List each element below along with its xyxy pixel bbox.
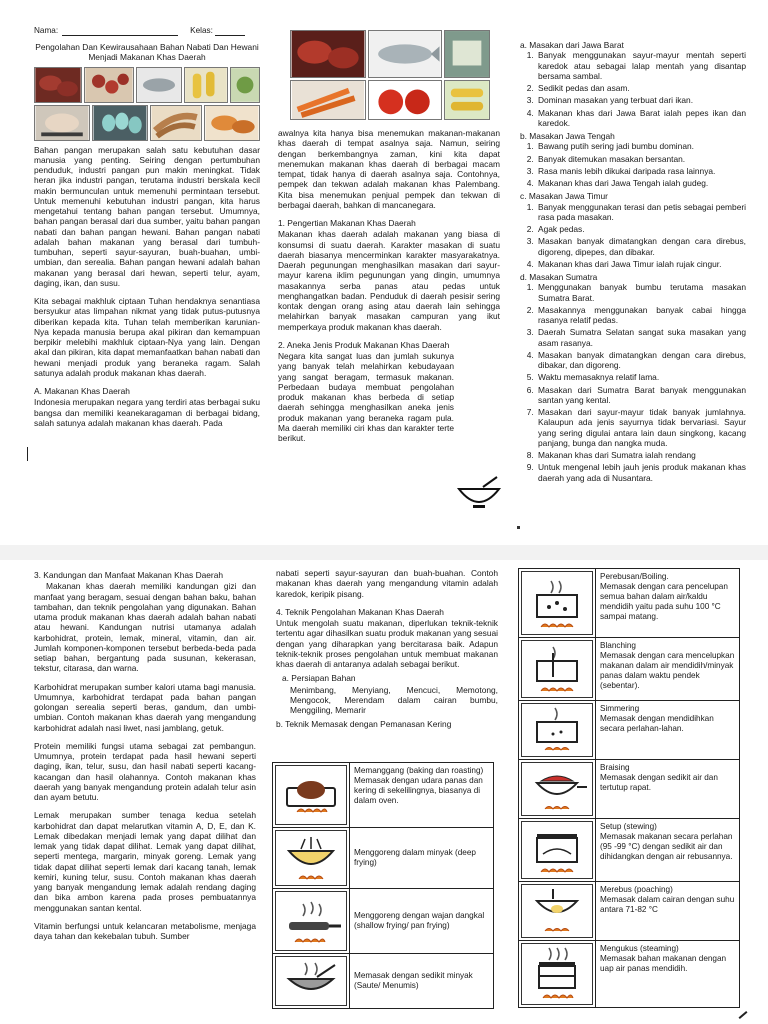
heading-teknik: 4. Teknik Pengolahan Makanan Khas Daerah [276, 606, 444, 617]
name-label: Nama: [34, 26, 59, 35]
dry-heat-text: Menggoreng dengan wajan dangkal (shallow frying/ pan frying) [350, 889, 494, 954]
moist-heat-cell [596, 569, 740, 638]
col4-paragraph-3: Protein memiliki fungsi utama sebagai zat pembangun. Umumnya, protein terdapat pada hasil hewani seperti daging, ikan, telur, susu, dan hasil nabati seperti kacang-kacangan dan hasil olahannya. Contoh makanan khas daerah yang banyak mengandung protein adalah telur asin dan ayam betutu. [34, 740, 256, 802]
photo-carrots [290, 80, 366, 120]
column-3 [520, 40, 746, 520]
jawa-timur-list [536, 202, 746, 270]
saute-icon [275, 956, 347, 1006]
list-item: 8. Makanan khas dari Sumatra ialah rendang [536, 450, 746, 460]
photo-corn [184, 67, 228, 103]
col4-paragraph-1: Makanan khas daerah memiliki kandungan gizi dan manfaat yang beragam, sesuai dengan bahan baku, bahan tambahan, dan teknik pengolahan yang digunakan. Bahan utama produk makanan khas daerah adalah bahan nabati atau hewani. Kandungan nutrisi utamanya adalah karbohidrat, protein, lemak, mineral, vitamin, dan air. Jumlah komponen-komponen tersebut berbeda-beda pada setiap bahan, bergantung pada susunan, kekerasan, tekstur, citarasa, dan warna. [34, 581, 256, 674]
list-item: 2. Sedikit pedas dan asam. [536, 83, 746, 93]
braising-icon [521, 762, 593, 816]
table-row [519, 882, 740, 941]
name-field[interactable] [62, 26, 178, 36]
photo-tomatoes [368, 80, 442, 120]
moist-heat-cell [596, 638, 740, 701]
table-row [519, 638, 740, 701]
column-5 [276, 568, 498, 758]
col4-paragraph-5: Vitamin berfungsi untuk kelancaran metabolisme, menjaga daya tahan dan kekebalan tubuh. Sumber [34, 920, 256, 941]
dry-heat-table [272, 762, 494, 1009]
photo-fish [136, 67, 182, 103]
stewing-icon [521, 821, 593, 879]
moist-desc: Memasak dengan cara mencelupkan makanan dalam air mendidih/minyak panas dalam waktu pendek (sebentar). [600, 651, 735, 690]
moist-heat-cell [596, 941, 740, 1008]
jawa-barat-list [536, 50, 746, 128]
icon-cell [273, 763, 350, 828]
list-item: 2. Agak pedas. [536, 224, 746, 234]
photo-sausage [84, 67, 134, 103]
icon-cell [519, 760, 596, 819]
pan-frying-icon [275, 891, 347, 951]
moist-title: Simmering [600, 704, 640, 713]
icon-cell [519, 638, 596, 701]
kelas-field[interactable] [215, 26, 245, 36]
moist-title: Mengukus (steaming) [600, 944, 679, 953]
icon-cell [273, 828, 350, 889]
list-item: 4. Makanan khas dari Jawa Barat ialah pepes ikan dan karedok. [536, 108, 746, 129]
photo-tofu [444, 30, 490, 78]
icon-cell [273, 954, 350, 1009]
moist-heat-cell [596, 701, 740, 760]
list-item: 5. Waktu memasaknya relatif lama. [536, 372, 746, 382]
col2-paragraph-1: awalnya kita hanya bisa menemukan makanan-makanan khas daerah di tempat asalnya saja. Namun, seiring dengan berkembangnya zaman, kini kita dapat menemukan makanan khas daerah di berbagai macam tempat, tidak hanya di daerah asalnya saja. Contohnya, pempek dan tekwan adalah makanan khas Palembang. Kita bisa menemukan penjual pempek dan tekwan di berbagai daerah, bahkan di mancanegara. [278, 128, 500, 210]
moist-desc: Memasak bahan makanan dengan uap air panas mendidih. [600, 954, 727, 973]
photo-eggs [92, 105, 148, 141]
document-title: Pengolahan Dan Kewirausahaan Bahan Nabati Dan Hewani Menjadi Makanan Khas Daerah [35, 42, 259, 63]
col5-paragraph-1: nabati seperti sayur-sayuran dan buah-buahan. Contoh makanan khas daerah yang mengandung vitamin adalah karedok, keripik pisang. [276, 568, 498, 599]
bottom-page [0, 560, 768, 1024]
col4-paragraph-4: Lemak merupakan sumber tenaga kedua setelah karbohidrat dan dapat melarutkan vitamin A, D, E, dan K. Lemak dibedakan menjadi lemak yang dapat dilihat dan lemak yang tidak dapat dilihat. Lemak yang dapat dilihat, seperti mentega, margarin, minyak goreng. Lemak yang tidak dapat dilihat seperti lemak dari kacang tanah, lemak kemiri, kuning telur, susu. Contoh makanan khas daerah yang banyak mengandung lemak adalah rendang daging dan bika ambon karena pada proses pembuatannya menggunakan santan kental. [34, 810, 256, 913]
dry-heat-text: Memanggang (baking dan roasting) Memasak dengan udara panas dan kering di sekelilingnya, biasanya di dalam oven. [350, 763, 494, 828]
table-row [273, 828, 494, 889]
list-item: 4. Makanan khas dari Jawa Timur ialah rujak cingur. [536, 259, 746, 269]
icon-cell [519, 701, 596, 760]
jawa-barat-title: a. Masakan dari Jawa Barat [520, 40, 624, 50]
table-row [519, 760, 740, 819]
sumatra-list [536, 282, 746, 483]
persiapan-list: Menimbang, Menyiang, Mencuci, Memotong, Mengocok, Merendam dalam cairan bumbu, Menggiling, Memarir [290, 684, 498, 715]
photo-sweet-potato [204, 105, 260, 141]
photo-corn-cobs [444, 80, 490, 120]
list-item: 1. Menggunakan banyak bumbu terutama masakan Sumatra Barat. [536, 282, 746, 303]
name-kelas-row [34, 26, 260, 36]
deep-frying-icon [275, 830, 347, 886]
icon-cell [519, 882, 596, 941]
list-item: 7. Masakan dari sayur-mayur tidak banyak jumlahnya. Kalaupun ada jenis sayurnya tidak bervariasi. Sayur yang sering digulai antara lain daun singkong, kacang panjang, bunga dan nangka muda. [536, 407, 746, 448]
column-1 [34, 26, 260, 541]
jawa-tengah-list [536, 141, 746, 188]
photo-meat [34, 67, 82, 103]
simmering-icon [521, 703, 593, 757]
moist-desc: Memasak dengan cara pencelupan semua bahan dalam air/kaldu mendidih yaitu pada suhu 100 °C sampai matang. [600, 582, 728, 621]
bowl-icon [455, 475, 503, 511]
dry-heat-text: Memasak dengan sedikit minyak (Saute/ Menumis) [350, 954, 494, 1009]
list-item: 3. Masakan banyak dimatangkan dengan cara direbus, digoreng, dipepes, dan dibakar. [536, 236, 746, 257]
table-row [519, 941, 740, 1008]
list-item: 4. Makanan khas dari Jawa Tengah ialah gudeg. [536, 178, 746, 188]
page-mark [739, 1011, 748, 1019]
table-row [519, 701, 740, 760]
list-item: 9. Untuk mengenal lebih jauh jenis produk makanan khas daerah yang ada di Nusantara. [536, 462, 746, 483]
heading-persiapan: a. Persiapan Bahan [282, 673, 356, 684]
heading-aneka-jenis: 2. Aneka Jenis Produk Makanan Khas Daerah [278, 339, 450, 350]
sumatra-title: d. Masakan Sumatra [520, 272, 598, 282]
heading-pengertian: 1. Pengertian Makanan Khas Daerah [278, 218, 416, 228]
jawa-timur-title: c. Masakan Jawa Timur [520, 191, 608, 202]
col2-paragraph-2: Makanan khas daerah adalah makanan yang biasa di konsumsi di suatu daerah. Karakter masakan di suatu daerah biasanya mencerminkan karakter masyarakatnya. Daerah pegunungan menghasilkan masakan dari sayur-mayur karena iklim pegunungan yang dingin, umumnya masakannya serba panas atau pedas untuk menghangatkan badan. Penduduk di daerah pesisir sering kontak dengan orang asing atau daerah lain sehingga melahirkan banyak masakan campuran yang ikut memperkaya produk makanan khas daerah. [278, 229, 500, 332]
list-item: 2. Masakannya menggunakan banyak cabai hingga rasanya relatif pedas. [536, 305, 746, 326]
icon-cell [519, 941, 596, 1008]
moist-desc: Memasak dengan mendidihkan secara perlahan-lahan. [600, 714, 714, 733]
moist-title: Merebus (poaching) [600, 885, 673, 894]
margin-mark [27, 447, 28, 461]
col5-paragraph-2: Untuk mengolah suatu makanan, diperlukan teknik-teknik tertentu agar dihasilkan suatu produk makanan yang sesuai dengan yang diharapkan yang bercitarasa baik. Adapun teknik-teknik proses pengolahan untuk membuat makanan khas daerah di antaranya adalah sebagai berikut. [276, 618, 498, 669]
page-separator [0, 545, 768, 560]
kelas-label: Kelas: [190, 26, 213, 35]
food-collage [34, 67, 260, 141]
list-item: 2. Banyak ditemukan masakan bersantan. [536, 154, 746, 164]
list-item: 3. Rasa manis lebih dikukai daripada rasa lainnya. [536, 166, 746, 176]
moist-title: Perebusan/Boiling. [600, 572, 669, 581]
photo-cassava [150, 105, 202, 141]
moist-heat-cell [596, 882, 740, 941]
col2-paragraph-3: Negara kita sangat luas dan jumlah sukunya yang banyak telah melahirkan kebudayaan yang sangat beragam, termasuk makanan. Perbedaan budaya membuat pengolahan produk makanan khas berbeda di setiap daerah sehingga menghasilkan aneka jenis produk makanan yang beraneka ragam pula. Ma daerah memiliki ciri khas dan karakter terte berikut. [278, 351, 454, 443]
moist-desc: Memasak dalam cairan dengan suhu antara 71-82 °C [600, 895, 735, 914]
table-row [519, 569, 740, 638]
steaming-icon [521, 943, 593, 1005]
table-row [273, 763, 494, 828]
moist-title: Braising [600, 763, 630, 772]
moist-title: Blanching [600, 641, 636, 650]
photo-chicken [34, 105, 90, 141]
list-item: 1. Bawang putih sering jadi bumbu dominan. [536, 141, 746, 151]
photo-raw-meat [290, 30, 366, 78]
roasting-icon [275, 765, 347, 825]
heading-pemanasan-kering: b. Teknik Memasak dengan Pemanasan Kering [276, 719, 452, 730]
boiling-icon [521, 571, 593, 635]
col1-paragraph-3: Indonesia merupakan negara yang terdiri atas berbagai suku bangsa dan memiliki keanekaragaman di berbagai bidang, salah satunya adalah makanan khas daerah. Pada [34, 397, 260, 428]
blanching-icon [521, 640, 593, 698]
icon-cell [519, 569, 596, 638]
poaching-icon [521, 884, 593, 938]
moist-desc: Memasak makanan secara perlahan (95 -99 °C) dengan sedikit air dan dihidangkan dengan air rebusannya. [600, 832, 733, 861]
icon-cell [273, 889, 350, 954]
table-row [519, 819, 740, 882]
moist-desc: Memasak dengan sedikit air dan tertutup rapat. [600, 773, 718, 792]
moist-heat-cell [596, 819, 740, 882]
moist-title: Setup (stewing) [600, 822, 657, 831]
list-item: 1. Banyak menggunakan sayur-mayur mentah seperti karedok atau sebagai lalap mentah yang disantap bersama sambal. [536, 50, 746, 81]
moist-heat-table [518, 568, 740, 1008]
jawa-tengah-title: b. Masakan Jawa Tengah [520, 131, 615, 141]
page-dot [517, 526, 520, 529]
table-row [273, 889, 494, 954]
column-2 [278, 128, 500, 503]
photo-vegetables [230, 67, 260, 103]
heading-kandungan: 3. Kandungan dan Manfaat Makanan Khas Daerah [34, 570, 224, 580]
list-item: 6. Masakan dari Sumatra Barat banyak menggunakan santan yang kental. [536, 385, 746, 406]
moist-heat-cell [596, 760, 740, 819]
column-4 [34, 570, 256, 1024]
col1-paragraph-2: Kita sebagai makhluk ciptaan Tuhan hendaknya senantiasa bersyukur atas limpahan nikmat yang tidak putus-putusnya diberikan kepada kita. Tuhan telah memberikan karunian-Nya kepada manusia berupa akal pikiran dan kemampuan berpikir melebihi makhluk ciptaan-Nya yang lain. Dengan akal dan pikiran, kita dapat memanfaatkan bahan nabati dan hewani menjadi produk yang beraneka ragam. Salah satunya adalah produk makanan khas daerah. [34, 296, 260, 378]
dry-heat-text: Menggoreng dalam minyak (deep frying) [350, 828, 494, 889]
list-item: 3. Dominan masakan yang terbuat dari ikan. [536, 95, 746, 105]
icon-cell [519, 819, 596, 882]
col4-paragraph-2: Karbohidrat merupakan sumber kalori utama bagi manusia. Umumnya, karbohidrat terdapat pada bahan pangan golongan serealia seperti beras, gandum, dan umbi-umbian. Contoh makanan khas daerah yang mengandung karbohidrat adalah nasi liwet, nasi jamblang, getuk. [34, 681, 256, 733]
photo-raw-fish [368, 30, 442, 78]
heading-makanan-khas-daerah: A. Makanan Khas Daerah [34, 386, 130, 396]
col1-paragraph-1: Bahan pangan merupakan salah satu kebutuhan dasar manusia yang penting. Seiring dengan pertumbuhan penduduk, industri pangan pun makin meningkat. Tidak heran jika industri pangan, terutama industri berskala kecil makin bermunculan untuk memenuhi permintaan tersebut. Untuk memenuhi kebutuhan industri pangan, kita harus mengetahui tentang bahan pangan tersebut. Umumnya, bahan pangan berasal dari dua sumber, yaitu bahan pangan nabati dan bahan pangan hewani. Bahan pangan nabati adalah bahan makanan yang berasal dari tumbuh-tumbuhan, seperti sayur-sayuran, buah-buahan, umbi-umbian, dan serealia. Bahan pangan hewani adalah bahan makanan yang berasal dari hewan, seperti telur, ayam, daging, ikan, dan susu. [34, 144, 260, 288]
list-item: 1. Banyak menggunakan terasi dan petis sebagai pemberi rasa pada masakan. [536, 202, 746, 223]
table-row [273, 954, 494, 1009]
list-item: 4. Masakan banyak dimatangkan dengan cara direbus, dibakar, dan digoreng. [536, 350, 746, 371]
list-item: 3. Daerah Sumatra Selatan sangat suka masakan yang asam rasanya. [536, 327, 746, 348]
